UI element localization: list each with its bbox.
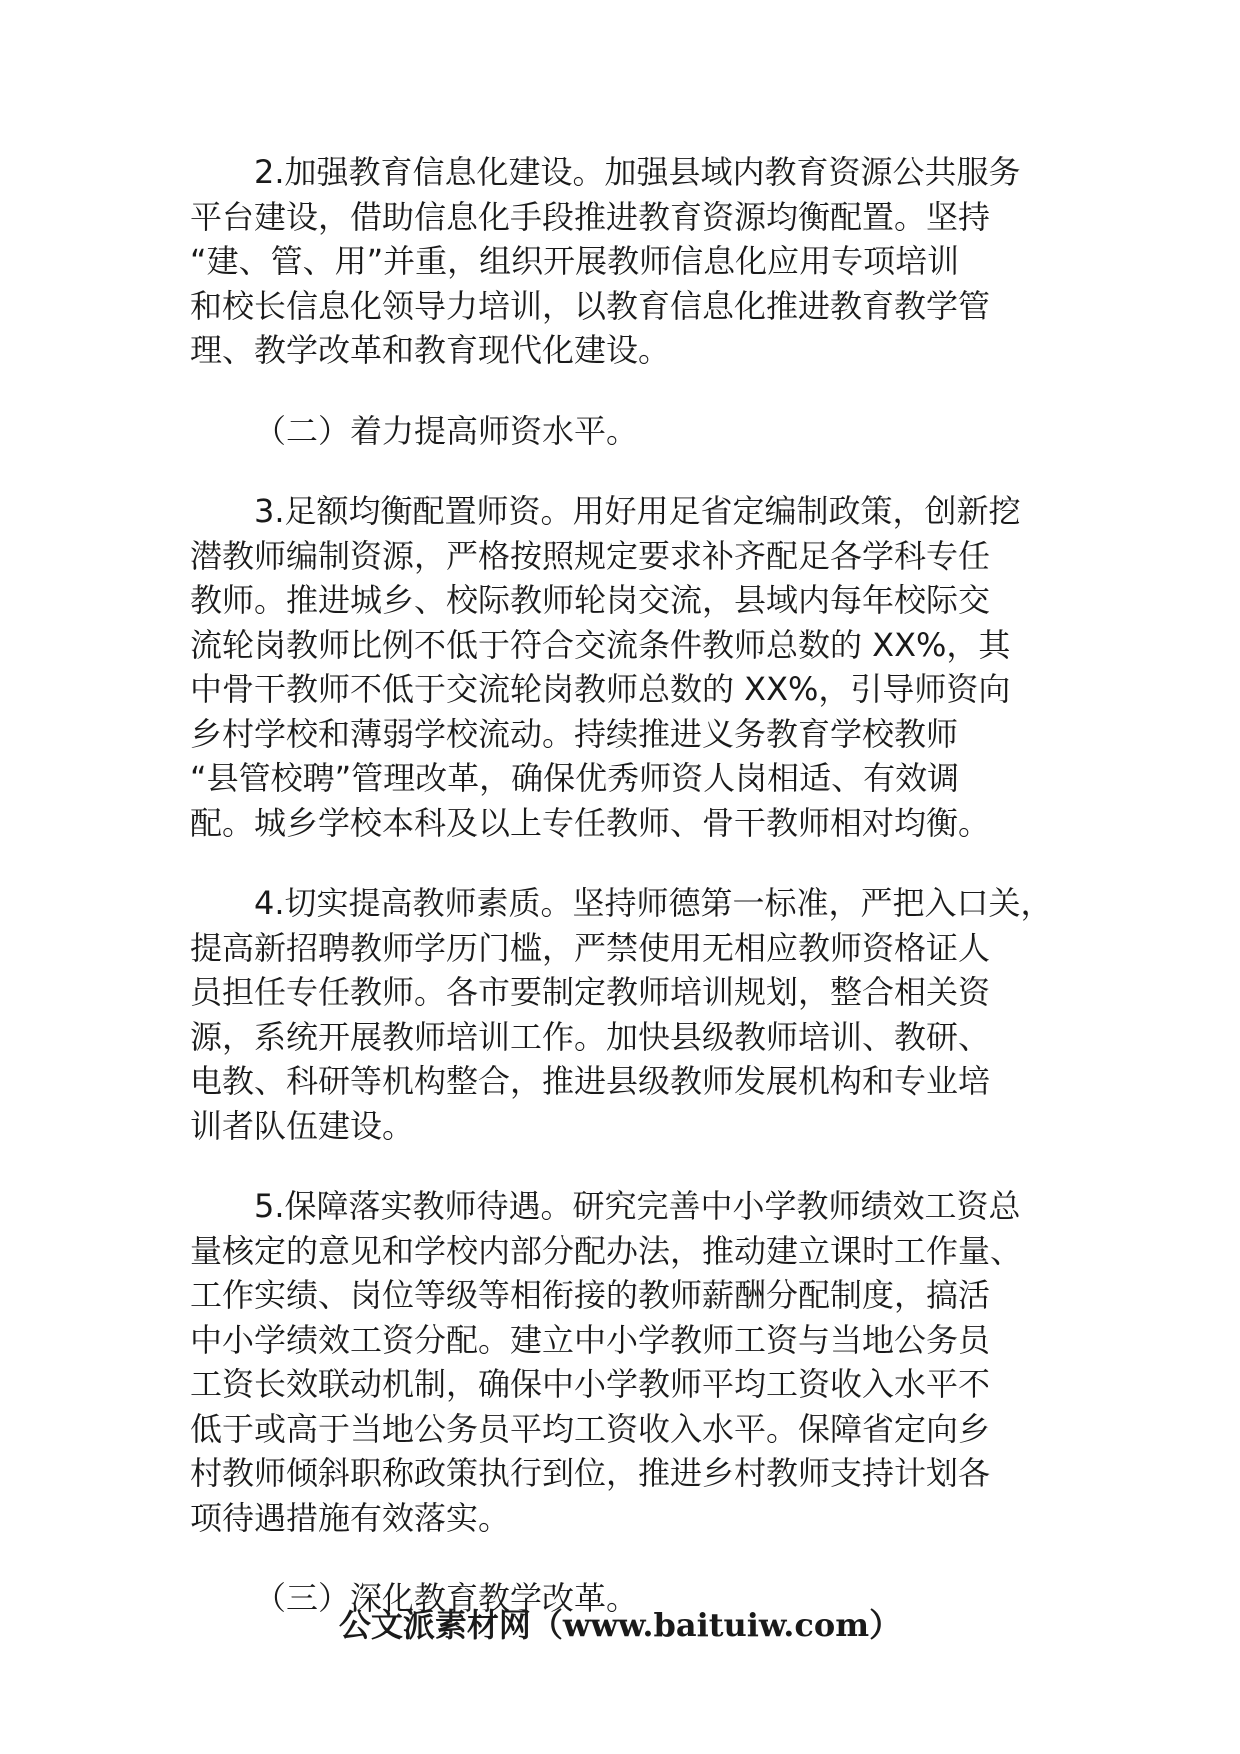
paragraph-teacher-pay: [190, 1184, 1070, 1540]
paragraph-line: 配。城乡学校本科及以上专任教师、骨干教师相对均衡。: [190, 803, 991, 842]
paragraph-line: 量核定的意见和学校内部分配办法，推动建立课时工作量、: [190, 1231, 1023, 1270]
paragraph-line: 平台建设，借助信息化手段推进教育资源均衡配置。坚持: [190, 197, 991, 236]
paragraph-line: 流轮岗教师比例不低于符合交流条件教师总数的 XX%，其: [190, 625, 1011, 664]
paragraph-teacher-allocation: [190, 489, 1070, 845]
paragraph-line: 工资长效联动机制，确保中小学教师平均工资收入水平不: [190, 1365, 991, 1403]
section-heading-2: （二）着力提高师资水平。: [254, 411, 639, 450]
paragraph-line: 中骨干教师不低于交流轮岗教师总数的 XX%，引导师资向: [190, 670, 1011, 708]
paragraph-line: 2.加强教育信息化建设。加强县域内教育资源公共服务: [254, 153, 1021, 191]
paragraph-line: 低于或高于当地公务员平均工资收入水平。保障省定向乡: [190, 1409, 991, 1448]
paragraph-line: 项待遇措施有效落实。: [190, 1498, 511, 1537]
paragraph-line: 理、教学改革和教育现代化建设。: [190, 331, 671, 369]
paragraph-line: 村教师倾斜职称政策执行到位，推进乡村教师支持计划各: [190, 1454, 991, 1492]
paragraph-line: 中小学绩效工资分配。建立中小学教师工资与当地公务员: [190, 1320, 991, 1359]
paragraph-line: 教师。推进城乡、校际教师轮岗交流，县域内每年校际交: [190, 581, 991, 619]
paragraph-line: 和校长信息化领导力培训，以教育信息化推进教育教学管: [190, 286, 991, 325]
paragraph-education-informatization: [190, 150, 1070, 373]
paragraph-line: 员担任专任教师。各市要制定教师培训规划，整合相关资: [190, 973, 991, 1011]
paragraph-line: 训者队伍建设。: [190, 1106, 415, 1145]
paragraph-line: “县管校聘”管理改革，确保优秀师资人岗相适、有效调: [190, 759, 960, 797]
paragraph-line: 电教、科研等机构整合，推进县级教师发展机构和专业培: [190, 1062, 991, 1100]
paragraph-line: 5.保障落实教师待遇。研究完善中小学教师绩效工资总: [254, 1187, 1021, 1225]
paragraph-line: 3.足额均衡配置师资。用好用足省定编制政策，创新挖: [254, 492, 1021, 530]
paragraph-line: 乡村学校和薄弱学校流动。持续推进义务教育学校教师: [190, 714, 959, 753]
paragraph-line: 提高新招聘教师学历门槛，严禁使用无相应教师资格证人: [190, 928, 991, 967]
section-heading-3: （三）深化教育教学改革。: [254, 1579, 639, 1617]
footer-source-text: 公文派素材网（www.baituiw.com）: [338, 1606, 902, 1644]
paragraph-line: 工作实绩、岗位等级等相衔接的教师薪酬分配制度，搞活: [190, 1276, 991, 1314]
paragraph-line: “建、管、用”并重，组织开展教师信息化应用专项培训: [190, 242, 960, 280]
paragraph-line: 潜教师编制资源，严格按照规定要求补齐配足各学科专任: [190, 536, 991, 575]
paragraph-line: 源，系统开展教师培训工作。加快县级教师培训、教研、: [190, 1017, 991, 1056]
paragraph-line: 4.切实提高教师素质。坚持师德第一标准，严把入口关，: [254, 884, 1053, 922]
document-body: [190, 150, 1070, 1657]
paragraph-teacher-quality: [190, 881, 1070, 1148]
